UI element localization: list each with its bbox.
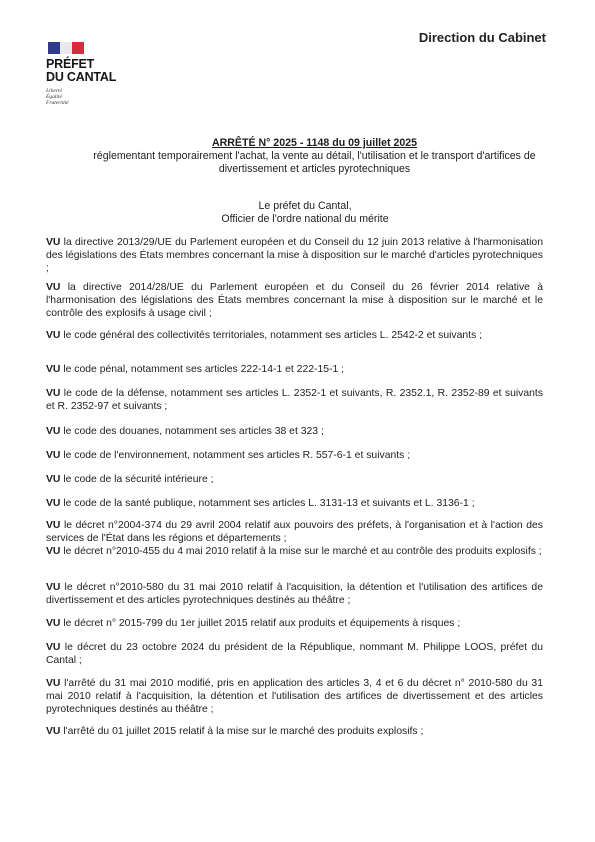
visa-item (46, 519, 543, 545)
visa-vu-label: VU (46, 450, 61, 461)
visa-text: la directive 2014/28/UE du Parlement européen et du Conseil du 26 février 2014 relative à l'harmonisation des législations des États membres concernant la mise à disposition sur le marché et le contrôle des explosifs à usage civil ; (46, 282, 543, 320)
arrete-title: ARRÊTÉ N° 2025 - 1148 du 09 juillet 2025 (211, 137, 418, 149)
department-heading: Direction du Cabinet (418, 30, 546, 45)
visa-item (46, 725, 543, 738)
visa-vu-label: VU (46, 364, 61, 375)
visa-text: l'arrêté du 31 mai 2010 modifié, pris en application des articles 3, 4 et 6 du décret n° 2010-580 du 31 mai 2010 relatif à l'acquisition, la détention et l'utilisation des artifices de divertissement et des articles pyrotechniques destinés au théâtre ; (46, 678, 543, 716)
visa-text: le décret n°2010-455 du 4 mai 2010 relatif à la mise sur le marché et au contrôle des produits explosifs ; (60, 546, 542, 557)
arrete-subtitle: réglementant temporairement l'achat, la vente au détail, l'utilisation et le transport d'artifices de divertissement et articles pyrotechniques (93, 149, 536, 175)
visa-text: le code des douanes, notamment ses articles 38 et 323 ; (60, 426, 324, 437)
visa-item (46, 363, 543, 376)
motto-egalite: Égalité (46, 94, 62, 101)
visa-item (46, 281, 543, 321)
visa-vu-label: VU (46, 330, 61, 341)
visa-item (46, 473, 543, 486)
republic-motto (46, 88, 166, 107)
signer-title: Le préfet du Cantal, (258, 200, 352, 212)
visa-item (46, 617, 543, 630)
visa-vu-label: VU (46, 678, 61, 689)
visa-item (46, 545, 543, 558)
motto-liberte: Liberté (46, 88, 62, 94)
visa-item (46, 677, 543, 717)
visa-text: le décret du 23 octobre 2024 du président de la République, nommant M. Philippe LOOS, préfet du Cantal ; (46, 642, 543, 667)
visa-item (46, 387, 543, 413)
visa-text: l'arrêté du 01 juillet 2015 relatif à la mise sur le marché des produits explosifs ; (60, 726, 424, 737)
visa-vu-label: VU (46, 388, 61, 399)
arrete-heading (70, 137, 559, 175)
visa-vu-label: VU (46, 282, 61, 293)
visa-item (46, 497, 543, 510)
visa-vu-label: VU (46, 237, 61, 248)
visa-text: le code pénal, notamment ses articles 222-14-1 et 222-15-1 ; (60, 364, 345, 375)
visa-item (46, 425, 543, 438)
motto-fraternite: Fraternité (46, 100, 69, 107)
visa-vu-label: VU (46, 474, 61, 485)
visa-text: le code de la santé publique, notamment ses articles L. 3131-13 et suivants et L. 3136-1 ; (60, 498, 475, 509)
visa-text: le décret n°2010-580 du 31 mai 2010 relatif à l'acquisition, la détention et l'utilisation des artifices de divertissement et des articles pyrotechniques destinés au théâtre ; (46, 582, 543, 607)
visa-text: le code général des collectivités territoriales, notamment ses articles L. 2542-2 et suivants ; (60, 330, 483, 341)
visa-text: le code de l'environnement, notamment ses articles R. 557-6-1 et suivants ; (60, 450, 411, 461)
visa-item (46, 641, 543, 667)
visa-vu-label: VU (46, 642, 61, 653)
prefecture-logo (46, 42, 166, 107)
logo-line-2: DU CANTAL (46, 69, 117, 84)
visa-item (46, 329, 543, 342)
visa-vu-label: VU (46, 546, 61, 557)
visa-text: le code de la défense, notamment ses articles L. 2352-1 et suivants, R. 2352.1, R. 2352-89 et suivants et R. 2352-97 et suivants ; (46, 388, 543, 413)
visa-item (46, 449, 543, 462)
visa-vu-label: VU (46, 582, 61, 593)
logo-line-1: PRÉFET (46, 57, 95, 71)
visa-vu-label: VU (46, 618, 61, 629)
visa-vu-label: VU (46, 498, 61, 509)
visa-item (46, 236, 543, 276)
visa-vu-label: VU (46, 426, 61, 437)
visa-text: le code de la sécurité intérieure ; (60, 474, 214, 485)
french-flag-icon (48, 42, 84, 54)
visa-vu-label: VU (46, 520, 61, 531)
visa-text: le décret n° 2015-799 du 1er juillet 2015 relatif aux produits et équipements à risques ; (60, 618, 461, 629)
visa-text: la directive 2013/29/UE du Parlement européen et du Conseil du 12 juin 2013 relative à l'harmonisation des législations des États membres concernant la mise à disposition sur le marché d'articles pyrotechniques ; (46, 237, 543, 275)
signer-block (190, 200, 420, 226)
visa-vu-label: VU (46, 726, 61, 737)
visa-item (46, 581, 543, 607)
visa-text: le décret n°2004-374 du 29 avril 2004 relatif aux pouvoirs des préfets, à l'organisation et à l'action des services de l'État dans les régions et départements ; (46, 520, 543, 545)
signer-distinction: Officier de l'ordre national du mérite (221, 212, 389, 225)
